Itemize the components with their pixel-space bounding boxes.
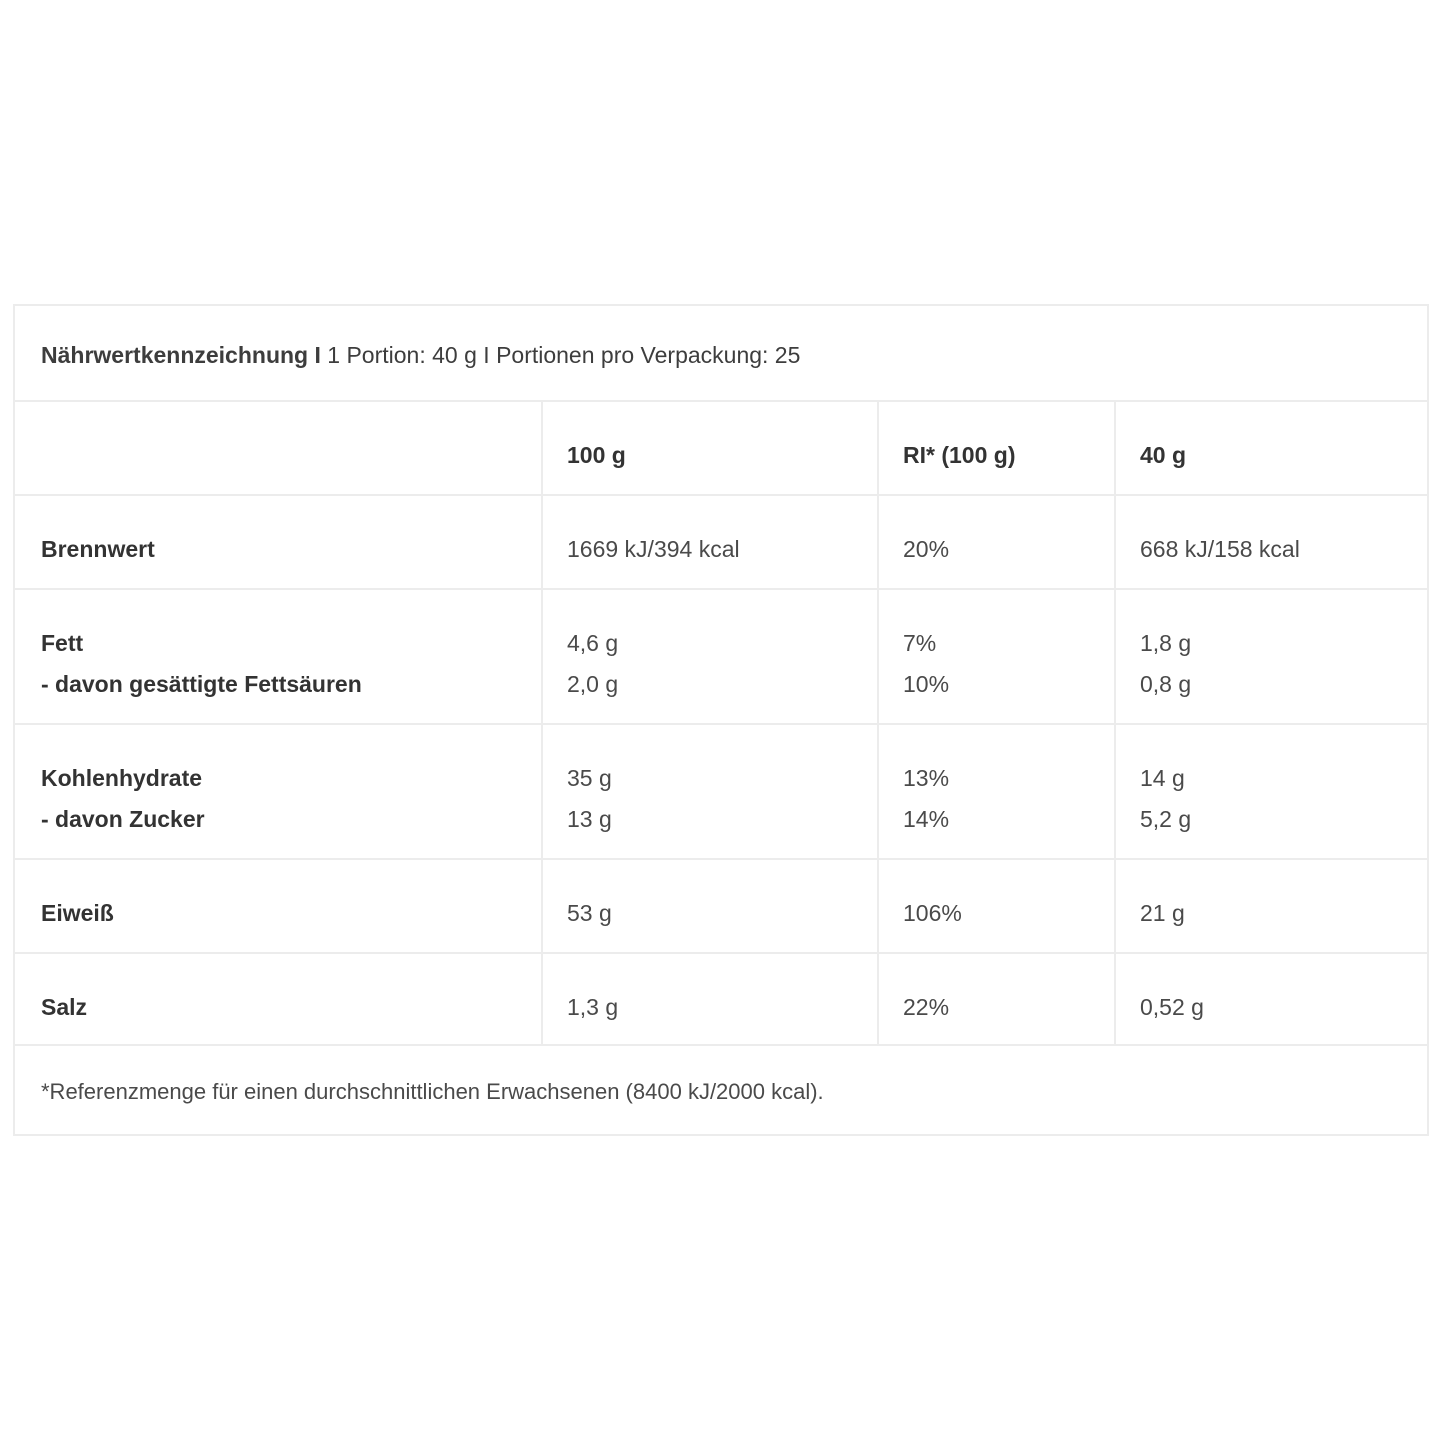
column-header-ri: [877, 402, 1114, 494]
value-40g: 1,8 g: [1140, 630, 1192, 656]
value-ri-cell: [877, 496, 1114, 588]
value-ri: 22%: [903, 994, 950, 1020]
value-100g: 1,3 g: [567, 994, 619, 1020]
nutrient-label-cell: [15, 496, 541, 588]
table-header-row: [15, 306, 1427, 402]
table-row: [15, 725, 1427, 860]
nutrition-table: [13, 304, 1429, 1136]
value-100g: 13 g: [567, 806, 612, 832]
nutrient-label-cell: [15, 590, 541, 723]
nutrient-label-cell: [15, 954, 541, 1044]
value-ri-cell: [877, 590, 1114, 723]
value-ri-cell: [877, 725, 1114, 858]
value-100g-cell: [541, 954, 877, 1044]
value-ri-cell: [877, 860, 1114, 952]
value-40g-cell: [1114, 860, 1429, 952]
value-40g: 21 g: [1140, 900, 1185, 926]
value-40g-cell: [1114, 496, 1429, 588]
value-40g: 0,52 g: [1140, 994, 1204, 1020]
value-40g-cell: [1114, 590, 1429, 723]
value-ri: 106%: [903, 900, 962, 926]
value-40g: 14 g: [1140, 765, 1185, 791]
column-header-40g: [1114, 402, 1429, 494]
value-100g: 53 g: [567, 900, 612, 926]
table-caption: [41, 342, 800, 368]
nutrient-label: Kohlenhydrate: [41, 765, 203, 791]
column-header-empty: [15, 402, 541, 494]
value-100g: 2,0 g: [567, 671, 619, 697]
column-header-label: RI* (100 g): [903, 442, 1016, 468]
nutrient-label-cell: [15, 860, 541, 952]
table-row: [15, 590, 1427, 725]
value-100g-cell: [541, 725, 877, 858]
value-40g: 0,8 g: [1140, 671, 1192, 697]
table-row: [15, 496, 1427, 590]
nutrition-grid: [15, 402, 1427, 1046]
value-100g-cell: [541, 496, 877, 588]
table-footer-row: [15, 1046, 1427, 1134]
caption-portions-per-pack: Portionen pro Verpackung: 25: [496, 342, 801, 368]
value-100g: 4,6 g: [567, 630, 619, 656]
table-row: [15, 860, 1427, 954]
column-header-label: 100 g: [567, 442, 626, 468]
nutrient-label: Salz: [41, 994, 88, 1020]
value-40g-cell: [1114, 954, 1429, 1044]
value-ri: 14%: [903, 806, 950, 832]
value-ri: 10%: [903, 671, 950, 697]
value-100g-cell: [541, 590, 877, 723]
value-100g: 35 g: [567, 765, 612, 791]
nutrient-sublabel: - davon Zucker: [41, 806, 205, 832]
column-header-100g: [541, 402, 877, 494]
value-100g-cell: [541, 860, 877, 952]
value-40g-cell: [1114, 725, 1429, 858]
nutrient-label: Fett: [41, 630, 84, 656]
caption-portion: 1 Portion: 40 g: [327, 342, 477, 368]
reference-note: *Referenzmenge für einen durchschnittlichen Erwachsenen (8400 kJ/2000 kcal).: [41, 1079, 824, 1104]
value-100g: 1669 kJ/394 kcal: [567, 536, 740, 562]
nutrient-label-cell: [15, 725, 541, 858]
table-row: [15, 954, 1427, 1046]
nutrient-sublabel: - davon gesättigte Fettsäuren: [41, 671, 362, 697]
value-ri: 13%: [903, 765, 950, 791]
caption-title: Nährwertkennzeichnung: [41, 342, 309, 368]
value-ri: 7%: [903, 630, 937, 656]
caption-separator: I: [476, 342, 497, 368]
value-40g: 5,2 g: [1140, 806, 1192, 832]
value-ri-cell: [877, 954, 1114, 1044]
value-ri: 20%: [903, 536, 950, 562]
column-header-label: 40 g: [1140, 442, 1187, 468]
nutrient-label: Brennwert: [41, 536, 155, 562]
nutrient-label: Eiweiß: [41, 900, 114, 926]
caption-separator: I: [308, 342, 328, 368]
column-header-row: [15, 402, 1427, 496]
value-40g: 668 kJ/158 kcal: [1140, 536, 1300, 562]
